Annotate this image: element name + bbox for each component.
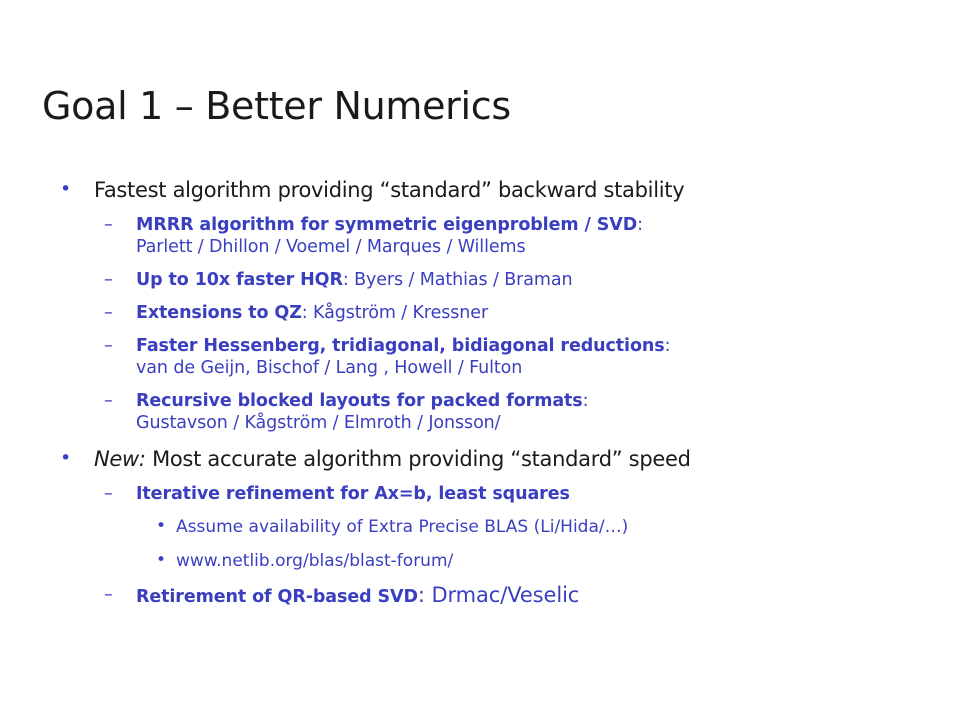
sub-sub-bullet-item	[58, 550, 938, 572]
sub-sub-bullet-item	[58, 516, 938, 538]
sub-bullet-item	[58, 214, 938, 258]
sub-bullet-bold: MRRR algorithm for symmetric eigenproblem / SVD	[136, 215, 638, 235]
bullet-icon: •	[156, 516, 167, 536]
bullet-item	[58, 176, 938, 205]
sub-bullet-item	[58, 269, 938, 291]
sub-sub-bullet-link: www.netlib.org/blas/blast-forum/	[176, 551, 454, 571]
dash-icon: –	[104, 336, 113, 356]
sub-bullet-bold: Faster Hessenberg, tridiagonal, bidiagonal reductions	[136, 336, 665, 356]
bullet-icon: •	[60, 447, 71, 469]
bullet-list	[58, 176, 938, 619]
sub-bullet-item	[58, 483, 938, 505]
sub-bullet-rest: : Drmac/Veselic	[417, 583, 580, 607]
sub-bullet-bold: Iterative refinement for Ax=b, least squares	[136, 484, 570, 504]
bullet-text: Fastest algorithm providing “standard” backward stability	[94, 178, 685, 202]
slide-title: Goal 1 – Better Numerics	[42, 84, 511, 128]
sub-bullet-bold: Recursive blocked layouts for packed formats	[136, 391, 583, 411]
sub-bullet-authors: Parlett / Dhillon / Voemel / Marques / Willems	[136, 237, 526, 257]
bullet-emphasis: New:	[94, 447, 146, 471]
bullet-item	[58, 445, 938, 474]
sub-bullet-item	[58, 584, 938, 608]
dash-icon: –	[104, 270, 113, 290]
bullet-text: Most accurate algorithm providing “standard” speed	[145, 447, 691, 471]
dash-icon: –	[104, 215, 113, 235]
sub-bullet-rest: : Kågström / Kressner	[301, 303, 489, 323]
sub-bullet-item	[58, 302, 938, 324]
sub-bullet-authors: van de Geijn, Bischof / Lang , Howell / Fulton	[136, 358, 523, 378]
sub-bullet-rest: :	[664, 336, 671, 356]
dash-icon: –	[104, 484, 113, 504]
sub-bullet-rest: :	[637, 215, 643, 235]
dash-icon: –	[104, 391, 113, 411]
sub-bullet-item	[58, 390, 938, 434]
sub-bullet-item	[58, 335, 938, 379]
bullet-icon: •	[156, 550, 167, 570]
sub-bullet-bold: Retirement of QR-based SVD	[136, 587, 418, 607]
sub-bullet-bold: Extensions to QZ	[136, 303, 302, 323]
sub-bullet-authors: Gustavson / Kågström / Elmroth / Jonsson/	[136, 413, 501, 433]
dash-icon: –	[104, 303, 113, 323]
sub-bullet-rest: : Byers / Mathias / Braman	[342, 270, 573, 290]
sub-sub-bullet-text: Assume availability of Extra Precise BLAS (Li/Hida/…)	[176, 517, 629, 537]
sub-bullet-bold: Up to 10x faster HQR	[136, 270, 343, 290]
sub-bullet-rest: :	[582, 391, 589, 411]
bullet-icon: •	[60, 178, 71, 200]
dash-icon: –	[104, 585, 113, 605]
